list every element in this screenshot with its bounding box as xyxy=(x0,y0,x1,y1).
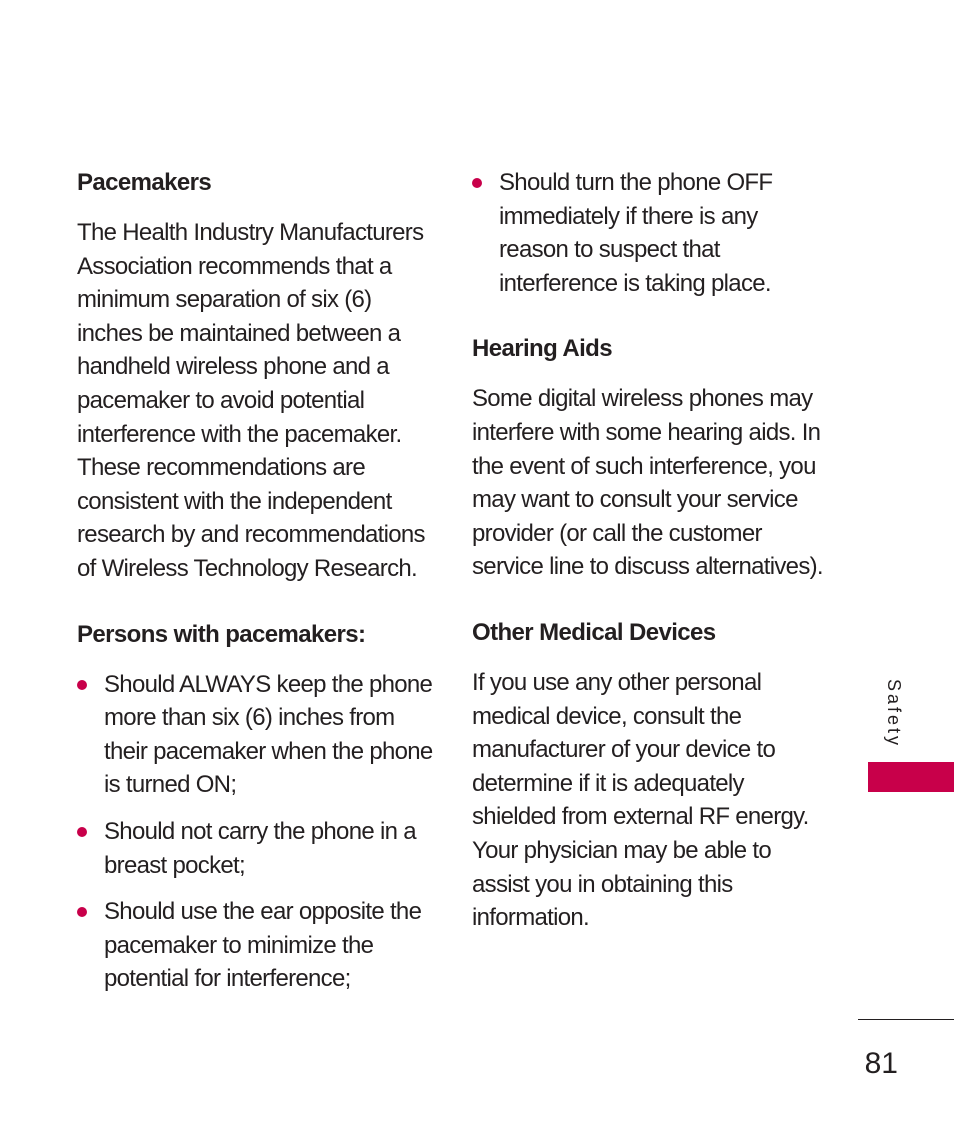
hearing-aids-heading: Hearing Aids xyxy=(472,335,612,363)
list-item xyxy=(77,895,437,996)
list-item-text: Should ALWAYS keep the phone more than six (6) inches from their pacemaker when the phone is turned ON; xyxy=(104,670,433,799)
continued-list xyxy=(472,166,832,300)
list-item xyxy=(77,668,437,802)
pacemakers-heading: Pacemakers xyxy=(77,169,212,196)
right-column xyxy=(472,166,832,967)
other-medical-devices-heading: Other Medical Devices xyxy=(472,618,716,646)
hearing-aids-paragraph: Some digital wireless phones may interfere with some hearing aids. In the event of such interference, you may want to consult your service provider (or call the customer service line to discuss alternatives). xyxy=(472,385,823,581)
page-number: 81 xyxy=(864,1047,898,1080)
other-medical-devices-paragraph: If you use any other personal medical device, consult the manufacturer of your device to determine if it is adequately shielded from external RF energy. Your physician may be able to assist you in obtaining this information. xyxy=(472,668,809,932)
persons-with-pacemakers-list xyxy=(77,668,437,996)
left-column xyxy=(77,166,437,1028)
footer-rule xyxy=(858,1019,954,1020)
persons-with-pacemakers-heading: Persons with pacemakers: xyxy=(77,620,366,648)
bullet-dot-icon xyxy=(77,907,87,917)
bullet-dot-icon xyxy=(77,680,87,690)
section-tab-marker xyxy=(868,762,954,792)
bullet-dot-icon xyxy=(77,827,87,837)
section-tab-label: Safety xyxy=(884,679,904,749)
list-item xyxy=(472,166,832,300)
bullet-dot-icon xyxy=(472,178,482,188)
list-item-text: Should not carry the phone in a breast pocket; xyxy=(104,817,416,879)
pacemakers-paragraph: The Health Industry Manufacturers Association recommends that a minimum separation of six (6) inches be maintained between a handheld wireless phone and a pacemaker to avoid potential interference with the pacemaker. These recommendations are consistent with the independent research by and recommendations of Wireless Technology Research. xyxy=(77,219,425,582)
list-item xyxy=(77,815,437,882)
list-item-text: Should turn the phone OFF immediately if there is any reason to suspect that interference is taking place. xyxy=(499,169,773,297)
list-item-text: Should use the ear opposite the pacemaker to minimize the potential for interference; xyxy=(104,898,422,993)
